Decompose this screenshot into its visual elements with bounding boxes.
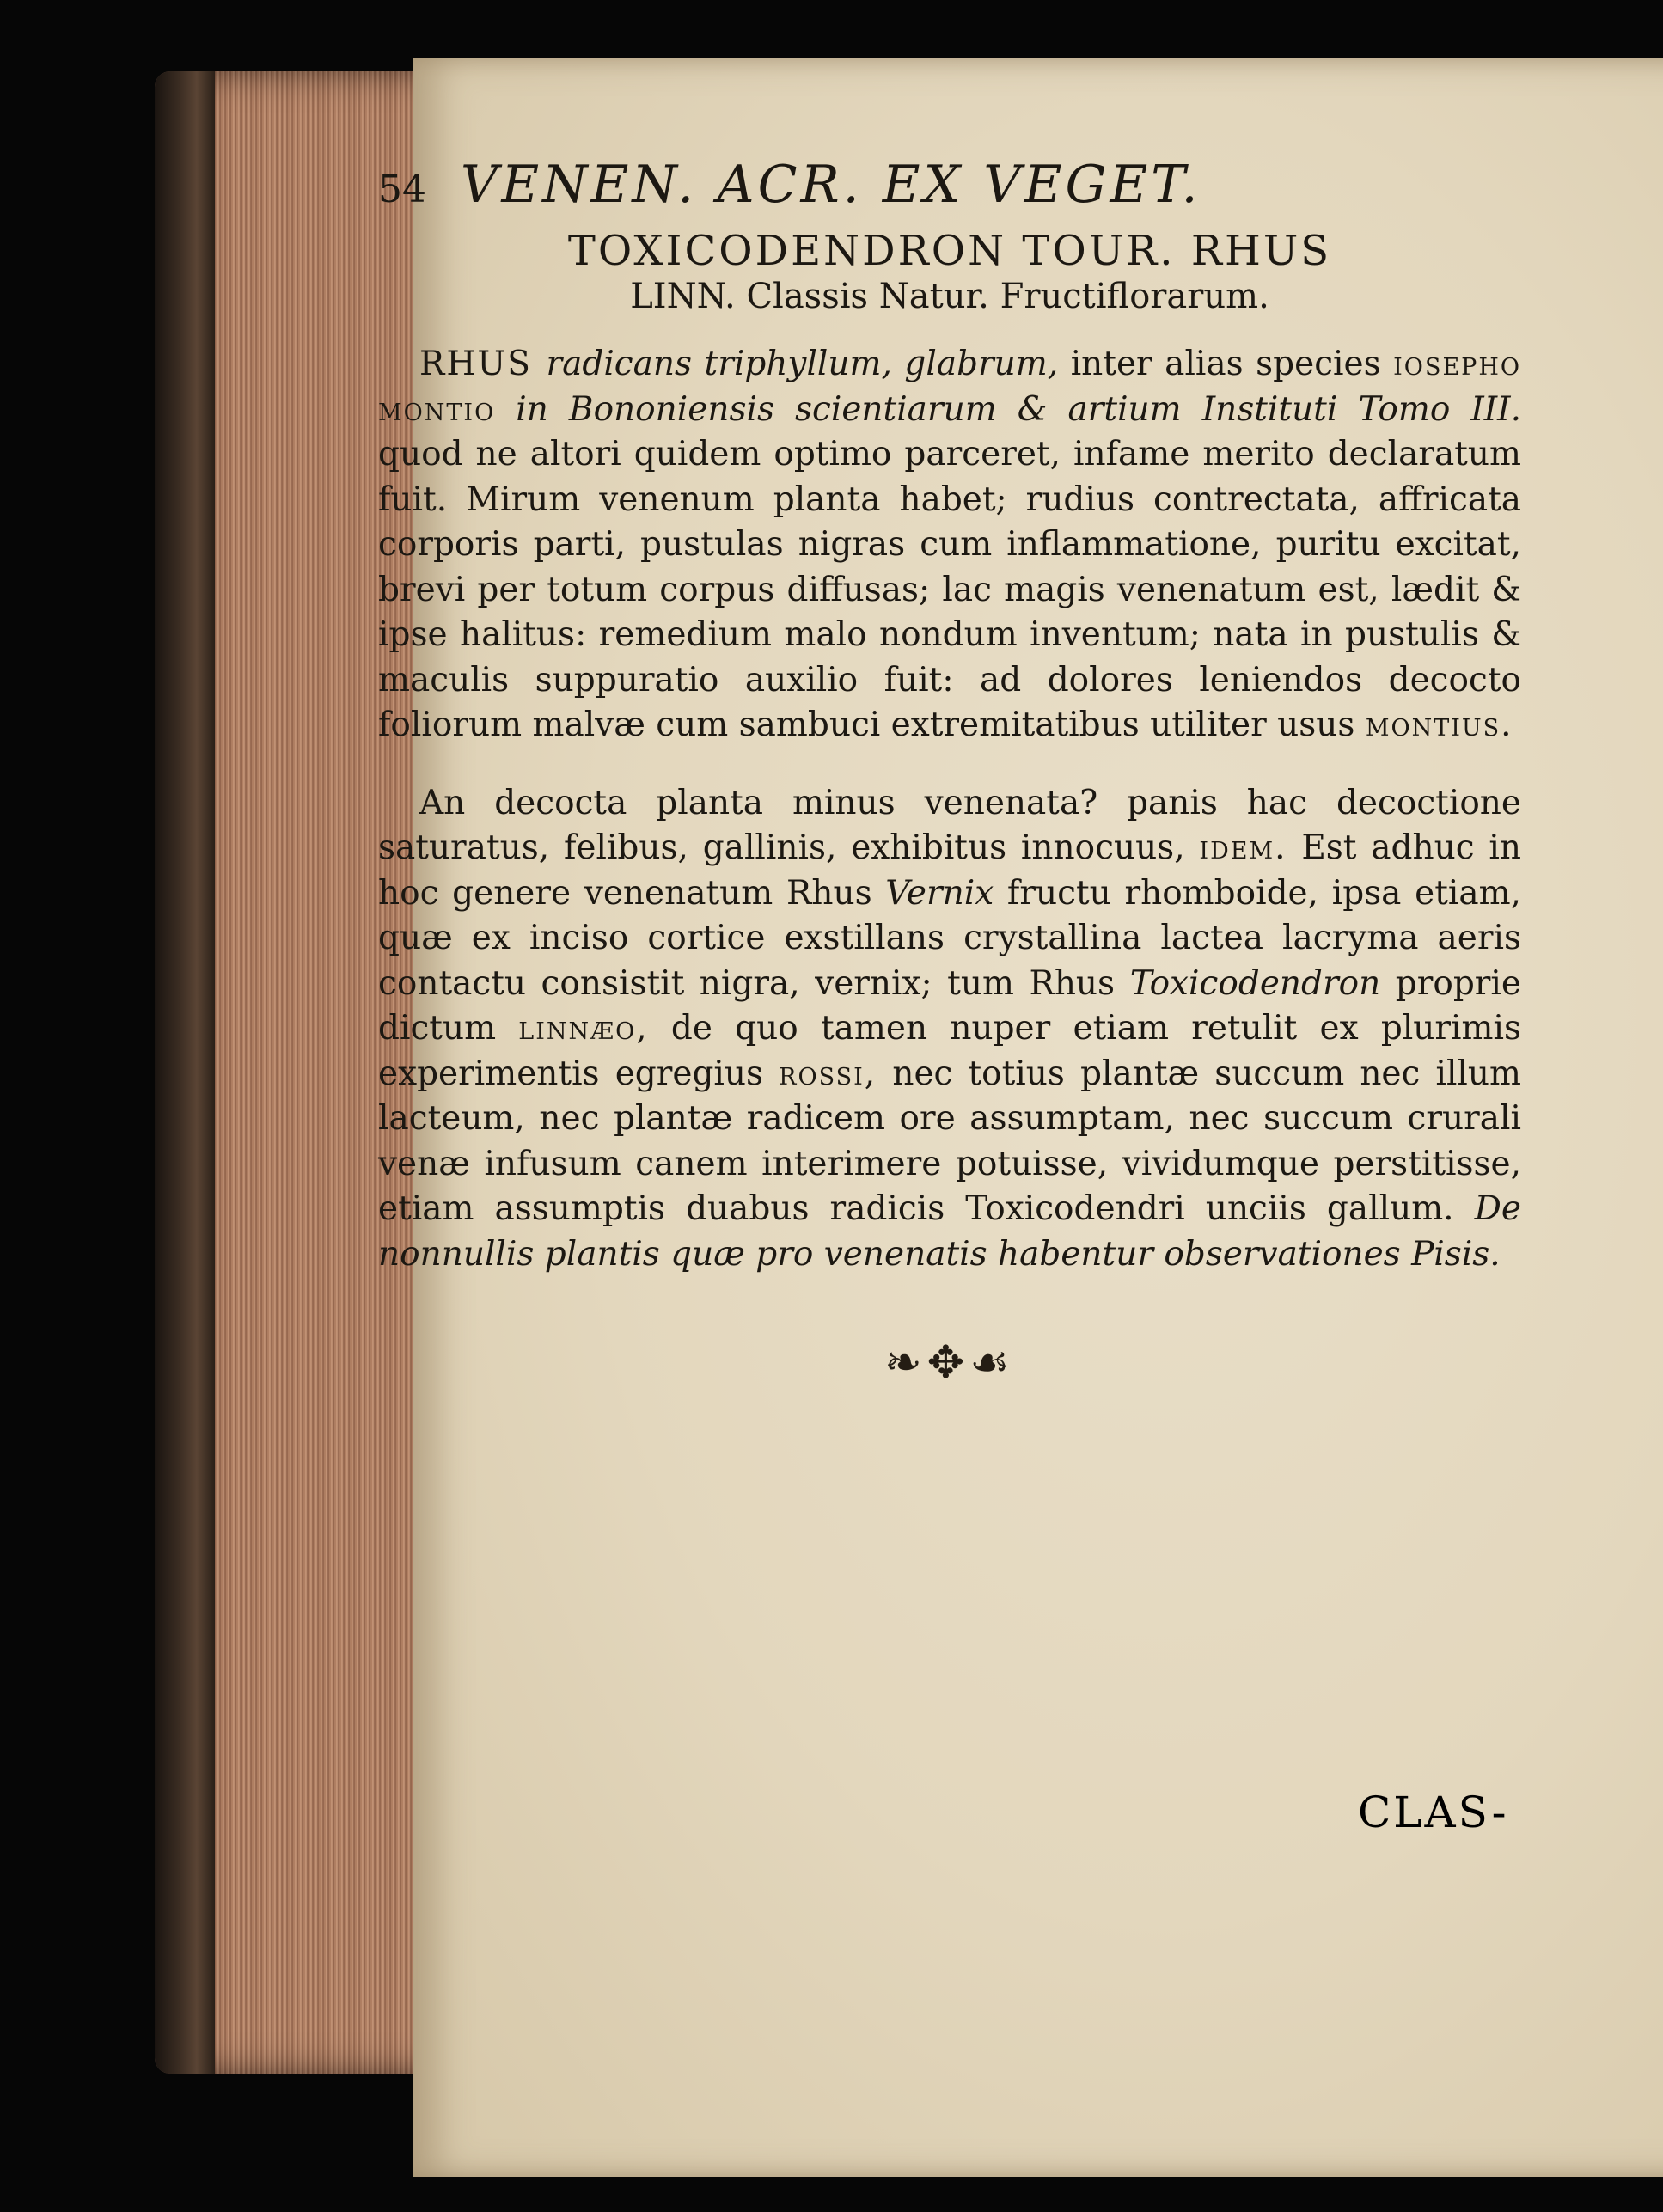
text-run: inter alias species bbox=[1058, 345, 1394, 383]
running-title: VENEN. ACR. EX VEGET. bbox=[461, 155, 1201, 215]
text-run: Est adhuc in hoc genere venenatum Rhus bbox=[378, 828, 1521, 913]
text-run: iosepho montio bbox=[378, 345, 1521, 429]
section-subheading: LINN. Classis Natur. Fructiflorarum. bbox=[630, 277, 1269, 316]
printers-ornament: ❧✥☙ bbox=[884, 1337, 1015, 1389]
page-number: 54 bbox=[378, 168, 426, 211]
catchword: CLAS- bbox=[1358, 1787, 1509, 1837]
text-run: proprie dictum bbox=[378, 963, 1521, 1048]
text-run: linnæo, bbox=[518, 1009, 649, 1048]
book-cover-edge bbox=[155, 71, 215, 2074]
text-run: De nonnullis plantis quæ pro venenatis habentur observationes Pisis. bbox=[378, 1189, 1521, 1274]
page-text bbox=[378, 155, 1521, 1389]
text-run: de quo tamen nuper etiam retulit ex plurimis experimentis egregius bbox=[378, 1009, 1522, 1093]
text-run: quod ne altori quidem optimo parceret, infame merito declaratum fuit. Mirum venenum planta habet; rudius contrectata, affricata corporis parti, pustulas nigras cum inflammatione, puritu excitat, brevi per totum corpus diffusas; lac magis venenatum est, lædit & ipse halitus: remedium malo nondum inventum; nata in pustulis & maculis suppuratio auxilio fuit: ad dolores leniendos decocto foliorum malvæ cum sambuci extremitatibus utiliter usus bbox=[378, 435, 1521, 744]
paragraph-rhus-radicans bbox=[378, 342, 1521, 749]
text-run: nec totius plantæ succum nec illum lacteum, nec plantæ radicem ore assumptam, nec succum crurali venæ infusum canem interimere potuisse, vividumque perstitisse, etiam assumptis duabus radicis Toxicodendri unciis gallum. bbox=[378, 1054, 1521, 1228]
text-run: Vernix bbox=[885, 873, 994, 913]
text-run: montius. bbox=[1365, 706, 1513, 744]
text-run: An decocta planta minus venenata? panis hac decoctione saturatus, felibus, gallinis, exhibitus innocuus, bbox=[378, 783, 1521, 867]
paragraph-decocta-planta bbox=[378, 781, 1521, 1278]
text-run: rossi, bbox=[779, 1054, 877, 1093]
text-run: fructu rhomboide, ipsa etiam, quæ ex inciso cortice exstillans crystallina lactea lacryma aeris contactu consistit nigra, vernix; tum Rhus bbox=[378, 873, 1521, 1003]
text-run: RHUS bbox=[419, 345, 547, 383]
running-head bbox=[378, 155, 1521, 220]
text-run: in Bononiensis scientiarum & artium Instituti Tomo III. bbox=[495, 389, 1521, 429]
text-run: radicans triphyllum, glabrum, bbox=[546, 345, 1059, 383]
text-run: idem. bbox=[1199, 828, 1287, 867]
section-heading: TOXICODENDRON TOUR. RHUS bbox=[567, 227, 1332, 275]
text-run: Toxicodendron bbox=[1129, 963, 1381, 1003]
